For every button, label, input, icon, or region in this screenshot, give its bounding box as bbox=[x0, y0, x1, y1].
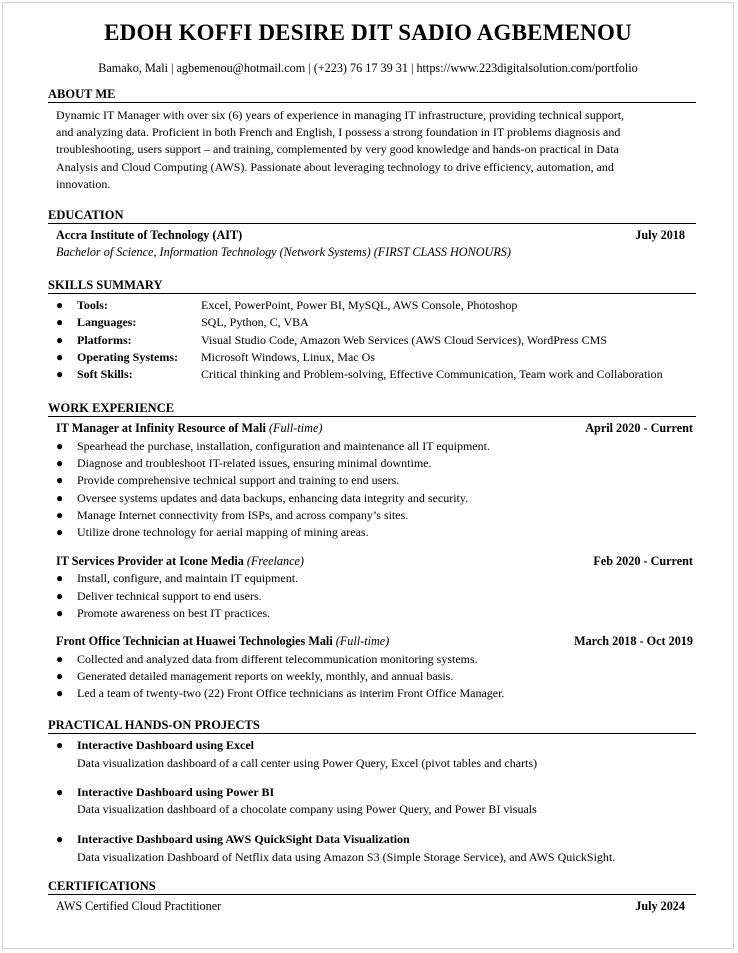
about-line: Analysis and Cloud Computing (AWS). Passionate about leveraging technology to drive efficiency, automation, and bbox=[56, 159, 614, 174]
education-date: July 2018 bbox=[635, 228, 685, 242]
job-header bbox=[56, 554, 693, 569]
bullet-icon: ● bbox=[56, 367, 64, 381]
bullet-icon: ● bbox=[56, 686, 64, 700]
bullet-icon: ● bbox=[56, 350, 64, 364]
job-date: Feb 2020 - Current bbox=[593, 554, 693, 568]
section-title-projects: PRACTICAL HANDS-ON PROJECTS bbox=[48, 718, 696, 734]
certification-date: July 2024 bbox=[635, 899, 685, 913]
skill-value: Visual Studio Code, Amazon Web Services (AWS Cloud Services), WordPress CMS bbox=[201, 333, 607, 347]
bullet-icon: ● bbox=[56, 738, 64, 752]
bullet-icon: ● bbox=[56, 315, 64, 329]
contact-line: Bamako, Mali | agbemenou@hotmail.com | (+223) 76 17 39 31 | https://www.223digitalsolution.com/portfolio bbox=[98, 61, 638, 75]
education-row bbox=[56, 228, 685, 243]
job-type: (Full-time) bbox=[335, 634, 390, 648]
project-desc: Data visualization Dashboard of Netflix data using Amazon S3 (Simple Storage Service), and AWS QuickSight. bbox=[77, 850, 616, 864]
skill-value: Critical thinking and Problem-solving, Effective Communication, Team work and Collaboration bbox=[201, 367, 663, 381]
bullet-icon: ● bbox=[56, 832, 64, 846]
project-name: Interactive Dashboard using AWS QuickSight Data Visualization bbox=[77, 832, 410, 846]
job-date: March 2018 - Oct 2019 bbox=[574, 634, 693, 648]
bullet-icon: ● bbox=[56, 456, 64, 470]
school-name: Accra Institute of Technology (AIT) bbox=[56, 228, 243, 242]
section-title-skills: SKILLS SUMMARY bbox=[48, 278, 696, 294]
skill-key: Platforms: bbox=[77, 333, 132, 347]
section-title-work: WORK EXPERIENCE bbox=[48, 401, 696, 417]
bullet-icon: ● bbox=[56, 439, 64, 453]
section-title-certifications: CERTIFICATIONS bbox=[48, 879, 696, 895]
bullet-icon: ● bbox=[56, 333, 64, 347]
bullet-icon: ● bbox=[56, 669, 64, 683]
bullet-icon: ● bbox=[56, 508, 64, 522]
job-date: April 2020 - Current bbox=[585, 421, 693, 435]
skill-value: SQL, Python, C, VBA bbox=[201, 315, 309, 329]
about-line: and analyzing data. Proficient in both French and English, I possess a strong foundation in IT problems diagnosis and bbox=[56, 125, 621, 140]
bullet-icon: ● bbox=[56, 491, 64, 505]
bullet-icon: ● bbox=[56, 785, 64, 799]
project-name: Interactive Dashboard using Excel bbox=[77, 738, 254, 752]
bullet-icon: ● bbox=[56, 589, 64, 603]
job-type: (Full-time) bbox=[268, 421, 323, 435]
candidate-name: EDOH KOFFI DESIRE DIT SADIO AGBEMENOU bbox=[104, 20, 632, 45]
job-role: IT Manager at Infinity Resource of Mali bbox=[56, 421, 266, 435]
certification-name: AWS Certified Cloud Practitioner bbox=[56, 899, 222, 913]
bullet-icon: ● bbox=[56, 652, 64, 666]
about-line: Dynamic IT Manager with over six (6) years of experience in managing IT infrastructure, providing technical support, bbox=[56, 108, 625, 122]
skill-value: Microsoft Windows, Linux, Mac Os bbox=[201, 350, 375, 364]
about-paragraph bbox=[56, 107, 691, 193]
project-desc: Data visualization dashboard of a chocolate company using Power Query, and Power BI visuals bbox=[77, 802, 537, 816]
degree: Bachelor of Science, Information Technology (Network Systems) (FIRST CLASS HONOURS) bbox=[56, 245, 511, 259]
job-role: IT Services Provider at Icone Media bbox=[56, 554, 244, 568]
bullet-icon: ● bbox=[56, 298, 64, 312]
job-header bbox=[56, 421, 693, 436]
project-name: Interactive Dashboard using Power BI bbox=[77, 785, 275, 799]
skill-value: Excel, PowerPoint, Power BI, MySQL, AWS Console, Photoshop bbox=[201, 298, 518, 312]
skill-key: Languages: bbox=[77, 315, 137, 329]
about-line: innovation. bbox=[56, 176, 111, 191]
resume-page: EDOH KOFFI DESIRE DIT SADIO AGBEMENOU Bamako, Mali | agbemenou@hotmail.com | (+223) 76 17 39 31 | https://www.223digitalsolution.com/portfolio ABOUT ME Dynamic IT Manager with over six (6) years of experience in managing IT infrastructure, providing technical support, and analyzing data. Proficient in both French and English, I possess a strong foundation in IT problems diagnosis and troubleshooting, users support – and training, complemented by very good knowledge and hands-on practical in Data Analysis and Cloud Computing (AWS). Passionate about leveraging technology to drive efficiency, automation, and innovation. EDUCATION Accra Institute of Technology (AIT) July 2018 Bachelor of Science, Information Technology (Network Systems) (FIRST CLASS HONOURS) SKILLS SUMMARY ● Tools: Excel, PowerPoint, Power BI, MySQL, AWS Console, Photoshop ● Languages: SQL, Python, C, VBA ● Platforms: Visual Studio Code, Amazon Web Services (AWS Cloud Services), WordPress CMS ● Operating Systems: Microsoft Windows, Linux, Mac Os ● Soft Skills: Critical thinking and Problem-solving, Effective Communication, Team work and Collaboration WORK EXPERIENCE IT Manager at Infinity Resource of Mali (Full-time) April 2020 - Current ● Spearhead the purchase, installation, configuration and maintenance all IT equipment. ● Diagnose and troubleshoot IT-related issues, ensuring minimal downtime. ● Provide comprehensive technical support and training to end users. ● Oversee systems updates and data backups, enhancing data integrity and security. ● Manage Internet connectivity from ISPs, and across company’s sites. ● Utilize drone technology for aerial mapping of mining areas. IT Services Provider at Icone Media (Freelance) Feb 2020 - Current ● Install, configure, and maintain IT equipment. ● Deliver technical support to end users. ● Promote awareness on best IT practices. Front Office Technician at Huawei Technologies Mali (Full-time) March 2018 - Oct 2019 ● Collected and analyzed data from different telecommunication monitoring systems. ● Generated detailed management reports on weekly, monthly, and annual basis. ● Led a team of twenty-two (22) Front Office technicians as interim Front Office Manager. PRACTICAL HANDS-ON PROJECTS ● Interactive Dashboard using Excel Data visualization dashboard of a call center using Power Query, Excel (pivot tables and charts) ● Interactive Dashboard using Power BI Data visualization dashboard of a chocolate company using Power Query, and Power BI visuals ● Interactive Dashboard using AWS QuickSight Data Visualization Data visualization Dashboard of Netflix data using Amazon S3 (Simple Storage Service), and AWS QuickSight. CERTIFICATIONS AWS Certified Cloud Practitioner July 2024 bbox=[2, 2, 734, 949]
job-type: (Freelance) bbox=[246, 554, 304, 568]
skill-key: Soft Skills: bbox=[77, 367, 133, 381]
section-title-education: EDUCATION bbox=[48, 208, 696, 224]
bullet-icon: ● bbox=[56, 473, 64, 487]
bullet-icon: ● bbox=[56, 525, 64, 539]
skill-key: Tools: bbox=[77, 298, 108, 312]
section-title-about: ABOUT ME bbox=[48, 87, 696, 103]
project-desc: Data visualization dashboard of a call center using Power Query, Excel (pivot tables and charts) bbox=[77, 756, 538, 770]
about-line: troubleshooting, users support – and training, complemented by very good knowledge and hands-on practical in Data bbox=[56, 142, 619, 157]
bullet-icon: ● bbox=[56, 571, 64, 585]
job-header bbox=[56, 634, 693, 649]
bullet-icon: ● bbox=[56, 606, 64, 620]
job-role: Front Office Technician at Huawei Technologies Mali bbox=[56, 634, 333, 648]
certification-row bbox=[56, 899, 685, 914]
skill-key: Operating Systems: bbox=[77, 350, 178, 364]
